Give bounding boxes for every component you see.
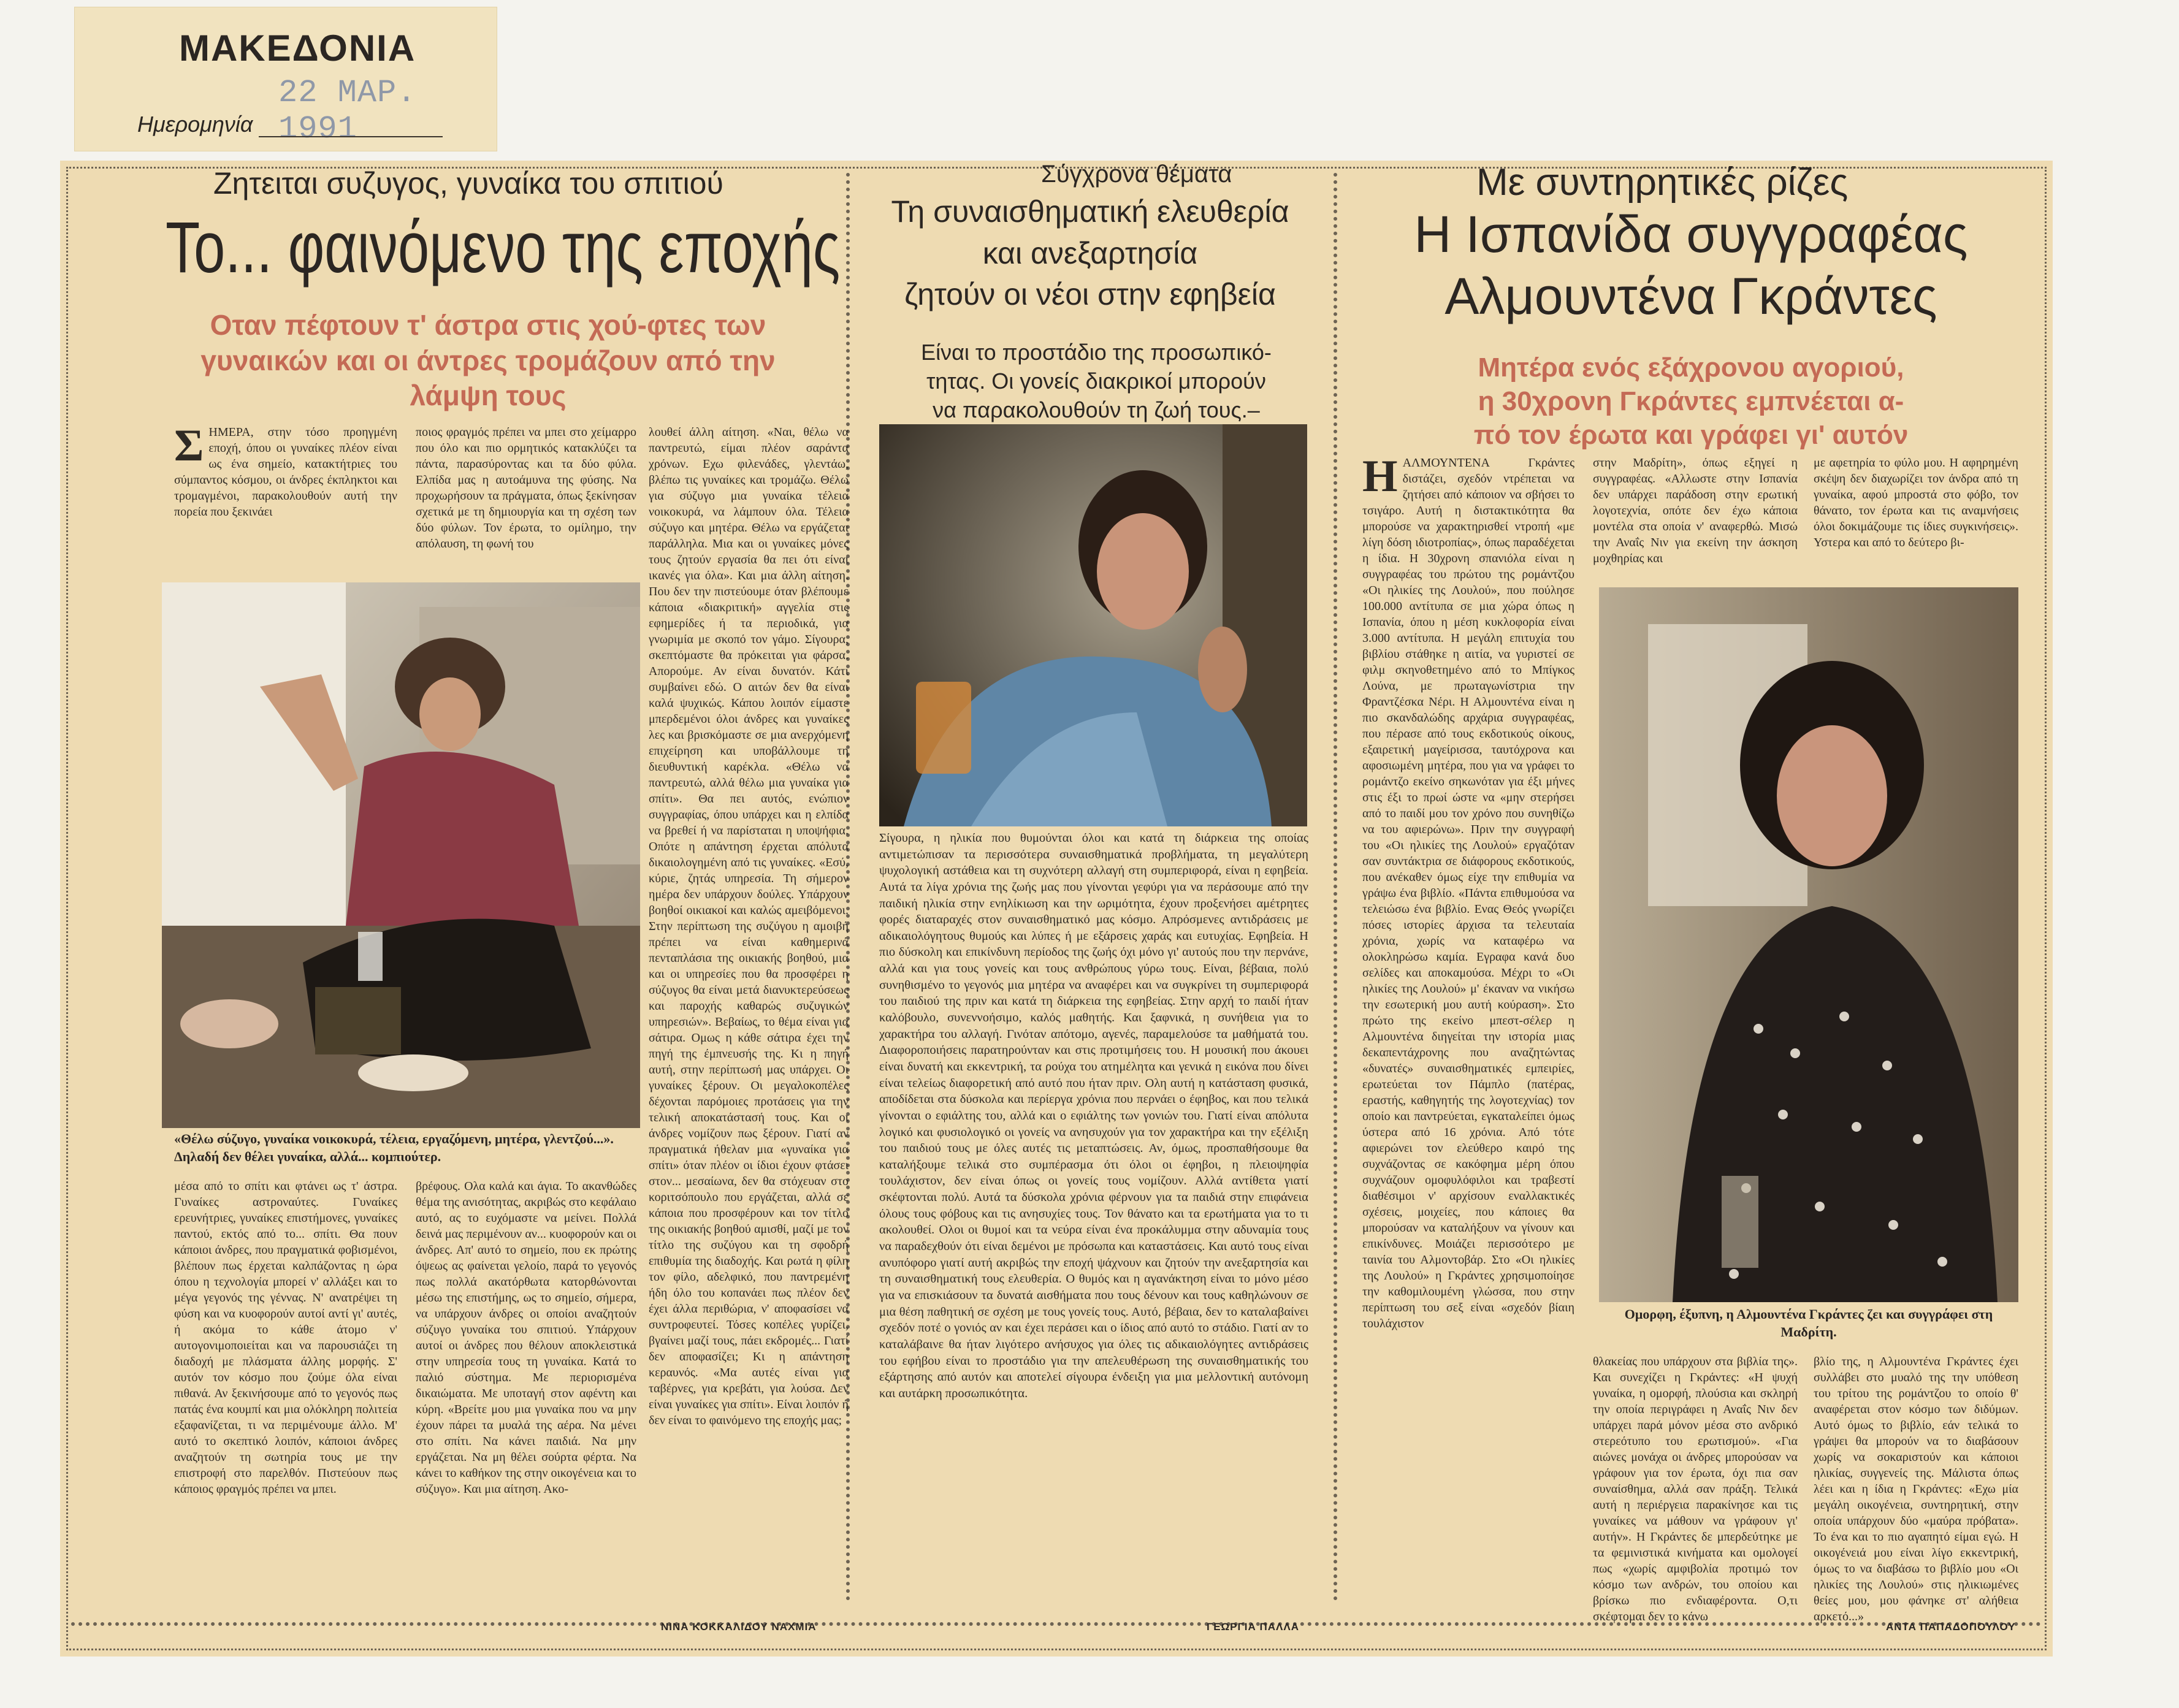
article3-text-col2-bottom: θλακείας που υπάρχουν στα βιβλία της». Και συνεχίζει η Γκράντες: «Η ψυχή γυναίκα, η ομορφή, πλούσια και σκληρή την οποία περιγράφει η Αναΐς Νιν δεν υπάρχει παρά μόνον μέσα στο ανδρικό στερεότυπο του ερωτισμού». «Για αιώνες μονάχα οι άνδρες μπορούσαν να γράφουν για τον έρωτα, όχι πια σαν συναίσθημα, αλλά σαν πράξη. Τελικά αυτή η περιέργεια παρακίνησε και τις γυναίκες να μάθουν να γράφουν γι' αυτήν». Η Γκράντες δε μπερδεύτηκε με τα φεμινιστικά κινήματα και ομολογεί πως «χωρίς αμφιβολία προτιμώ τον κόσμο των ανδρών, του οποίου και βρίσκω πιο ενδιαφέροντα. Ο,τι σκέφτομαι δεν το κάνω [1593, 1355, 1798, 1623]
newspaper-clipping [60, 161, 2053, 1657]
article3-subhead: Μητέρα ενός εξάχρονου αγοριού, η 30χρονη Γκράντες εμπνέεται α- πό τον έρωτα και γράφει γι' αυτόν [1473, 353, 1909, 450]
date-underline [259, 136, 443, 137]
article1-text-col2-bottom: βρέφους. Ολα καλά και άγια. Το ακανθώδες θέμα της ανισότητας, ακριβώς στο κεφάλαιο αυτό, ας το ευχόμαστε να μείνει. Πολλά δεινά μας περιμένουν αν... κυοφορούν και οι άνδρες. Απ' αυτό το σημείο, που εκ πρώτης όψεως ας φαίνεται γελοίο, παρά το γεγονός πως πολλά ακατόρθωτα κατορθώνονται μέσω της επιστήμης, ως το σημείο, σήμερα, να υπάρχουν άνδρες οι οποίοι αναζητούν σύζυγο γυναίκα του σπιτιού. Υπάρχουν αυτοί οι άνδρες που θέλουν αποκλειστικά στην υπηρεσία τους τη γυναίκα. Κατά το παλιό σύστημα. Με περιορισμένα δικαιώματα. Με υποταγή στον αφέντη και κύρη. «Βρείτε μου μια γυναίκα που να μην έχουν πάρει τα μυαλά της αέρα. Να μένει στο σπίτι. Να κάνει παιδιά. Να μην εργάζεται. Να μη θέλει σούρτα φέρτα. Να κάνει το καθήκον της στην οικογένεια και το σύζυγο». Και μια αίτηση. Ακο- [416, 1180, 636, 1496]
article3-text-col3-bottom: βλίο της, η Αλμουντένα Γκράντες έχει συλλάβει στο μυαλό της την υπόθεση του τρίτου της ρομάντζου το οποίο θ' αναφέρεται στον κόσμο των διδύμων. Αυτό όμως το βιβλίο, εάν τελικά το γράψει θα μπορούν να το διαβάσουν χωρίς να σοκαριστούν και κάποιοι ηλικίας, συγγενείς της. Μάλιστα όπως λέει και η ίδια η Γκράντες: «Εχω μία μεγάλη οικογένεια, συντηρητική, στην οποία υπάρχουν δύο «μαύρα πρόβατα». Το ένα και το πιο αγαπητό είμαι εγώ. Η οικογένειά μου είναι λίγο εκκεντρική, όμως το να διαβάσω το βιβλίο μου «Οι ηλικίες της Λουλού» στις ηλικιωμένες θείες μου, μου φάνηκε στ' αλήθεια αρκετό...» [1814, 1355, 2018, 1623]
article3-dropcap: Η [1362, 451, 1398, 501]
article1-caption: «Θέλω σύζυγο, γυναίκα νοικοκυρά, τέλεια, εργαζόμενη, μητέρα, γλεντζού...». Δηλαδή δεν θέλει γυναίκα, αλλά... κομπιούτερ. [174, 1131, 614, 1164]
article1-headline: Το... φαινόμενο της εποχής [166, 207, 841, 288]
article3-text-col3-top: με αφετηρία το φύλο μου. Η αφηρημένη σκέψη δεν διαχωρίζει τον άνδρα από τη γυναίκα, αφού μπροστά στο φόβο, τον θάνατο, τον έρωτα και τις αναμνήσεις όλοι δοκιμάζουμε τις ίδιες συγκινήσεις». Υστερα και από το δεύτερο βι- [1814, 456, 2018, 549]
article2-lead: Είναι το προστάδιο της προσωπικό- τητας. Οι γονείς διακρικοί μπορούν να παρακολουθούν τη ζωή τους.– [921, 340, 1272, 422]
article1-text-col1-bottom: μέσα από το σπίτι και φτάνει ως τ' άστρα. Γυναίκες αστροναύτες. Γυναίκες ερευνήτριες, γυναίκες επιστήμονες, γυναίκες παντού, εκτός από το... σπίτι. Θα πουν κάποιοι άνδρες, που πραγματικά φοβισμένοι, βλέπουν πως έρχεται καλπάζοντας η ώρα όπου η τεχνολογία μπορεί ν' αλλάξει και το μέγα γεγονός της γέννας. Ν' ανατρέψει τη φύση και να κυοφορούν αυτοί αντί γι' αυτές, ή ακόμα το κάθε άτομο ν' αυτογονιμοποιείται και να παρουσιάζει τη διαδοχή με πλάσματα άλλης μορφής. Σ' αυτόν τον κόσμο που ζούμε όλα είναι πιθανά. Αν ξεκινήσουμε από το γεγονός πως πατάς ένα κουμπί και μια ολόκληρη πολιτεία εξαφανίζεται, τι να περιμένουμε άλλο. Μ' αυτό το σκεπτικό λοιπόν, κάποιοι άνδρες αναζητούν τη σωτηρία τους με την επιστροφή στο παρελθόν. Πιστεύουν πως κάποιος φραγμός πρέπει να μπει. [174, 1180, 397, 1496]
article1-text-col3: λουθεί άλλη αίτηση. «Ναι, θέλω να παντρευτώ, είμαι πλέον σαράντα χρόνων. Εχω φιλενάδες, γλεντάω, βλέπω τις γυναίκες και τρομάζω. Θέλω για σύζυγο μια γυναίκα τέλεια νοικοκυρά, να λάμπουν όλα. Τέλεια σύζυγο και μητέρα. Θέλω να εργάζεται παράλληλα. Μια και οι γυναίκες μόνες τους ζητούν εργασία θα πει ότι είναι ικανές για όλα». Και μια άλλη αίτηση. Που δεν την πιστεύουμε όταν βλέπουμε κάποια «διακριτική» αγγελία στις εφημερίδες ή τα περιοδικά, για γνωριμία με σκοπό τον γάμο. Σίγουρα, σκεπτόμαστε θα πρόκειται για φάρσα. Απορούμε. Αν είναι δυνατόν. Κάτι συμβαίνει εδώ. Ο αιτών δεν θα είναι καλά ψυχικώς. Κάπου λοιπόν είμαστε μπερδεμένοι όλοι άνδρες και γυναίκες λες και βρισκόμαστε σε μια ανερχόμενη επιχείρηση και υποβάλλουμε τη διευθυντική καρέκλα. «Θέλω να παντρευτώ, αλλά θέλω μια γυναίκα για σπίτι». Θα πει αυτός, ενώπιον συγγραφίας, όπου υπάρχει και η ελπίδα να βρεθεί ή να παρίσταται η υποψήφια. Οπότε η απάντηση έρχεται απόλυτα δικαιολογημένη από τις γυναίκες. «Εσύ, κύριε, ζητάς υπηρεσία. Τη σήμερον ημέρα δεν υπάρχουν δούλες. Υπάρχουν βοηθοί οικιακοί και καλώς αμειβόμενοι. Στην περίπτωση της συζύγου η αμοιβή πρέπει να είναι καθημερινά πενταπλάσια της οικιακής βοηθού, μια και οι υπηρεσίες που θα προσφέρει η σύζυγος θα είναι μετά διανυκτερεύσεως και παροχής καθαρώς συζυγικών υπηρεσιών». Βεβαίως, το θέμα είναι για σάτιρα. Ομως η κάθε σάτιρα έχει την πηγή της έμπνευσής της. Κι η πηγή αυτή, στην περίπτωσή μας υπάρχει. Οι γυναίκες ξέρουν. Οι μεγαλοκοπέλες δέχονται παρόμοιες προτάσεις για την τελική αποκατάστασή τους. Και οι άνδρες νομίζουν πως ξέρουν. Γιατί αν πραγματικά ήθελαν μια «γυναίκα για σπίτι» όταν πλέον οι ίδιοι έχουν φτάσει στον... μεσαίωνα, δεν θα στόχευαν στο κοριτσόπουλο που εργάζεται, αλλά σε κάποια που προσφέρουν και τον τίτλο της οικιακής βοηθού αμισθί, μαζί με τον τίτλο της συζύγου και τη σφοδρή επιθυμία της διαδοχής. Και ρωτά η φίλη τον φίλο, αδελφικό, που παντρεμένη ήδη όλο του κοπανάει πως πλέον δεν έχει άλλα περιθώρια, ν' αποφασίσει να συντροφευτεί. Τόσες κοπέλες γυρίζει, βγαίνει μαζί τους, πάει εκδρομές... Γιατί δεν αποφασίζει; Κι η απάντηση κεραυνός. «Μα αυτές είναι για ταβέρνες, για κρεβάτι, για λούσα. Δεν είναι γυναίκες για σπίτι». Είναι λοιπόν ή δεν είναι το φαινόμενο της εποχής μας; [649, 425, 849, 1427]
article3-text-col2-top: στην Μαδρίτη», όπως εξηγεί η συγγραφέας. «Αλλωστε στην Ισπανία δεν υπάρχει παράδοση στην ερωτική λογοτεχνία, οπότε δεν έχω κάποια μοντέλα στα οποία ν' αναφερθώ. Μισώ την Αναΐς Νιν για εκείνη την άσκηση μοχθηρίας και [1593, 456, 1798, 565]
article1-text-col1-top: ΣΗΜΕΡΑ, στην τόσο προηγμένη εποχή, όπου οι γυναίκες πλέον είναι ως ένα σημείο, κατακτήτριες του σύμπαντος κόσμου, οι άνδρες έκπληκτοι και τρομαγμένοι, παρακολουθούν αυτή την πορεία που ξεκινάει [174, 421, 397, 519]
date-stamp: 22 ΜΑΡ. 1991 [278, 75, 417, 147]
article1-text-col2-top: ποιος φραγμός πρέπει να μπει στο χείμαρρο που όλο και πιο ορμητικός κατακλύζει τα πάντα, παρασύροντας και τα δύο φύλα. Ελπίδα μας η αυτοάμυνα της φύσης. Να προχωρήσουν τα πράγματα, όπως ξεκίνησαν σχετικά με τη δημιουργία και τη σχέση των δύο φύλων. Τον έρωτα, το ομίλημο, την απόλαυση, τη φωνή του [416, 425, 636, 551]
article3-headline: Η Ισπανίδα συγγραφέας Αλμουντένα Γκράντες [1414, 205, 1968, 325]
article2-body: Σίγουρα, η ηλικία που θυμούνται όλοι και κατά τη διάρκεια της οποίας αντιμετώπισαν τα περισσότερα συναισθηματικά προβλήματα, τη μεγαλύτερη ψυχολογική αστάθεια και τη συχνότερη αλλαγή στη συμπεριφορά, είναι η εφηβεία. Αυτά τα λίγα χρόνια της ζωής μας που γίνονται γεφύρι για να περάσουμε από την παιδική ηλικία στην ενηλίκιωση και την ωριμότητα, έχουν προξενήσει αμέτρητες φορές διαταραχές στον συναισθηματικό μας κόσμο. Απρόσμενες αντιδράσεις με αδικαιολόγητους θυμούς και λύπες ή με εξάρσεις χαράς και ευτυχίας. Εφηβεία. Η πιο δύσκολη και επικίνδυνη περίοδος της ζωής όχι μόνο γι' αυτούς που την περνάνε, αλλά και για τους γονείς και τους ανθρώπους γύρω τους. Είναι, βέβαια, πολύ συνηθισμένο το γεγονός μια μητέρα να αναφέρει και να συγκρίνει τη συμπεριφορά του παιδιού της πριν και κατά τη διάρκεια της εφηβείας. Στην αρχή το παιδί ήταν καλόβουλο, συνεννοήσιμο, καλός μαθητής. Και ξαφνικά, η συνήθεια για το χαρακτήρα του αλλαγή. Γινόταν απότομο, αγενές, παραμελούσε τα μαθήματά του. Διαφοροποιήσεις παρατηρούνταν και στις προτιμήσεις του. Η μουσική που άκουει είναι δυνατή και εκκεντρική, τα ρούχα του ατημέλητα και γενικά η εικόνα που δίνει είναι τελείως διαφορετική από αυτό που ήταν πριν. Ολη αυτή η κατάσταση φυσικά, αποδίδεται στα δύσκολα και περίεργα χρόνια που περνάει ο έφηβος, και που τελικά γίνονται ο εφιάλτης του, αλλά και ο εφιάλτης των γονιών του. Γιατί είναι απόλυτα λογικό και φυσιολογικό οι γονείς να ανησυχούν για τον χαρακτήρα και την εξέλιξη του παιδιού τους με όλες αυτές τις μεταπτώσεις. Αν, όμως, προσπαθήσουμε θα καταλήξουμε τελικά στο συμπέρασμα ότι όλοι οι έφηβοι, η πλειοψηφία τουλάχιστον, δεν είναι όπως οι γονείς τους νομίζουν. Αλλά αντίθετα γιατί σκέφτονται πολύ. Αυτά τα δύσκολα χρόνια φέρνουν για τα παιδιά στην επιφάνεια όλους τους φόβους και τις ανησυχίες τους. Τον θάνατο και τα ερωτήματα για το τι ακολουθεί. Ολοι οι θυμοί και τα νεύρα είναι ένα προκάλυμμα στην αδυναμία τους να παραδεχθούν ότι είναι δεμένοι με πρόσωπα και καταστάσεις. Και αυτό τους είναι ανυπόφορο γιατί αυτή ακριβώς την εποχή ψάχνουν και ζητούν την ανεξαρτησία και τη συναισθηματική τους ελευθερία. Ο θυμός και η αγανάκτηση είναι το μόνο μέσο για να επισκιάσουν τα δυνατά αισθήματα που τους δένουν και τους καθηλώνουν σε μια θέση παθητική σε σχέση με τους γονείς τους. Αυτό, βέβαια, δεν το καταλαβαίνει σχεδόν ποτέ ο γονιός αν και έχει περάσει και ο ίδιος από αυτό το στάδιο. Γιατί αν το καταλάβαινε θα ήταν λιγότερο ανήσυχος για όλες τις αδικαιολόγητες αντιδράσεις του εφήβου είναι το προστάδιο για την απελευθέρωση της συναισθηματικής του εξάρτησης από αυτόν και αποτελεί σίγουρα ένδειξη για μια μελλοντική αυτόνομη και αυτάρκη προσωπικότητα. [879, 831, 1308, 1400]
photo-teenage-girl [879, 424, 1307, 826]
date-label: Ημερομηνία [137, 112, 253, 137]
article3-caption: Ομορφη, έξυπνη, η Αλμουντένα Γκράντες ζει και συγγράφει στη Μαδρίτη. [1624, 1306, 1993, 1340]
article1-subhead: Οταν πέφτουν τ' άστρα στις χού-φτες των γυναικών και οι άντρες τρομάζουν από την λάμψη τους [200, 309, 776, 411]
bottom-rule [71, 1622, 2042, 1626]
masthead-slip [75, 7, 497, 151]
photo-man-on-couch [162, 582, 640, 1128]
article2-headline: Τη συναισθηματική ελευθερία και ανεξαρτησία ζητούν οι νέοι στην εφηβεία [891, 194, 1289, 311]
photo-almudena-grandes [1599, 587, 2018, 1302]
newspaper-name: ΜΑΚΕΔΟΝΙΑ [179, 28, 416, 69]
column-rule [1334, 173, 1337, 1601]
article3-text-col1: ΗΑΛΜΟΥΝΤΕΝΑ Γκράντες διστάζει, σχεδόν ντρέπεται να ζητήσει από κάποιον να σβήσει το τσιγάρο. Αυτή η διστακτικότητα θα μπορούσε να χαρακτηρισθεί ντροπή «με λίγη δόση ιδιοτροπίας», όπως παραδέχεται η ίδια. Η 30χρονη σπανιόλα είναι η συγγραφέας του πρώτου της ρομάντζου «Οι ηλικίες της Λουλού», που πούλησε 100.000 αντίτυπα σε μια χώρα όπως η Ισπανία, όπου η μέση κυκλοφορία είναι 3.000 αντίτυπα. Η μεγάλη επιτυχία του βιβλίου στάθηκε η αιτία, να γυριστεί σε φιλμ σκηνοθετημένο από το Μπίγκος Λούνα, με πρωταγωνίστρια την Φραντζέσκα Νέρι. Η Αλμουντένα είναι η πιο σκανδαλώδης αρχάρια συγγραφέας, που πέρασε από τους εκδοτικούς οίκους, εξαιρετική μαγείρισσα, ταυτόχρονα και αφοσιωμένη μητέρα, που για να γράφει το ρομάντζο εκείνο σηκωνόταν για έξι μήνες στις έξι το πρωί ώστε να «μην στερήσει από το παιδί μου τον χρόνο που συνηθίζω να του αφιερώνω». Πριν την συγγραφή του «Οι ηλικίες της Λουλού» εργαζόταν σαν συντάκτρια σε διάφορους εκδοτικούς, που ανέκαθεν όμως είχε την επιθυμία να γράψω ένα βιβλίο. «Πάντα επιθυμούσα να τελειώσω ένα βιβλίο. Ενας Θεός γνωρίζει πόσες ιστορίες άρχισα τα τελευταία χρόνια, χωρίς να καταφέρω να ολοκληρώσω καμία. Εγραφα κανά δυο σελίδες και αποκαμούσα. Μέχρι το «Οι ηλικίες της Λουλού» μ' έκαναν να νικήσω την εσωτερική μου αυτή κούραση». Στο πρώτο της εκείνο μπεστ-σέλερ η Αλμουντένα διηγείται την ιστορία μιας δεκαπεντάχρονης που αναζητώντας «δυνατές» συναισθηματικές εμπειρίες, ερωτεύεται τον Πάμπλο (πατέρας, εραστής, καθηγητής της λογοτεχνίας) τον οποίο και παντρεύεται, εγκαταλείπει όμως ύστερα από 16 χρόνια. Από τότε αφιερώνει τον ελεύθερο καιρό της συχνάζοντας σε κακόφημα μέρη όπου συχνάζουν ομοφυλόφιλοι και τραβεστί διαθέσιμοι ν' αρχίσουν εναλλακτικές σχέσεις, μοιχείες, που κάποιες θα μπορούσαν να καταλήξουν να γίνουν και επικίνδυνες. Μοιάζει περισσότερο με ταινία του Αλμοντοβάρ. Στο «Οι ηλικίες της Λουλού» η Γκράντες χρησιμοποίησε την καθομιλουμένη γλώσσα, που στην περίπτωση του σεξ είναι «σχεδόν βίαιη τουλάχιστον [1362, 451, 1574, 1330]
article2-kicker: Σύγχρονα θέματα [1041, 161, 1232, 188]
article1-byline: ΝΙΝΑ ΚΟΚΚΑΛΙΔΟΥ ΝΑΧΜΙΑ [661, 1621, 817, 1633]
article3-kicker: Με συντηρητικές ρίζες [1476, 161, 1849, 204]
article1-kicker: Ζητειται συζυγος, γυναίκα του σπιτιού [213, 166, 723, 200]
article3-byline: ΑΝΤΑ ΠΑΠΑΔΟΠΟΥΛΟΥ [1886, 1621, 2016, 1633]
article1-dropcap: Σ [174, 421, 204, 471]
article2-byline: ΓΕΩΡΓΙΑ ΠΑΛΛΑ [1207, 1621, 1299, 1633]
